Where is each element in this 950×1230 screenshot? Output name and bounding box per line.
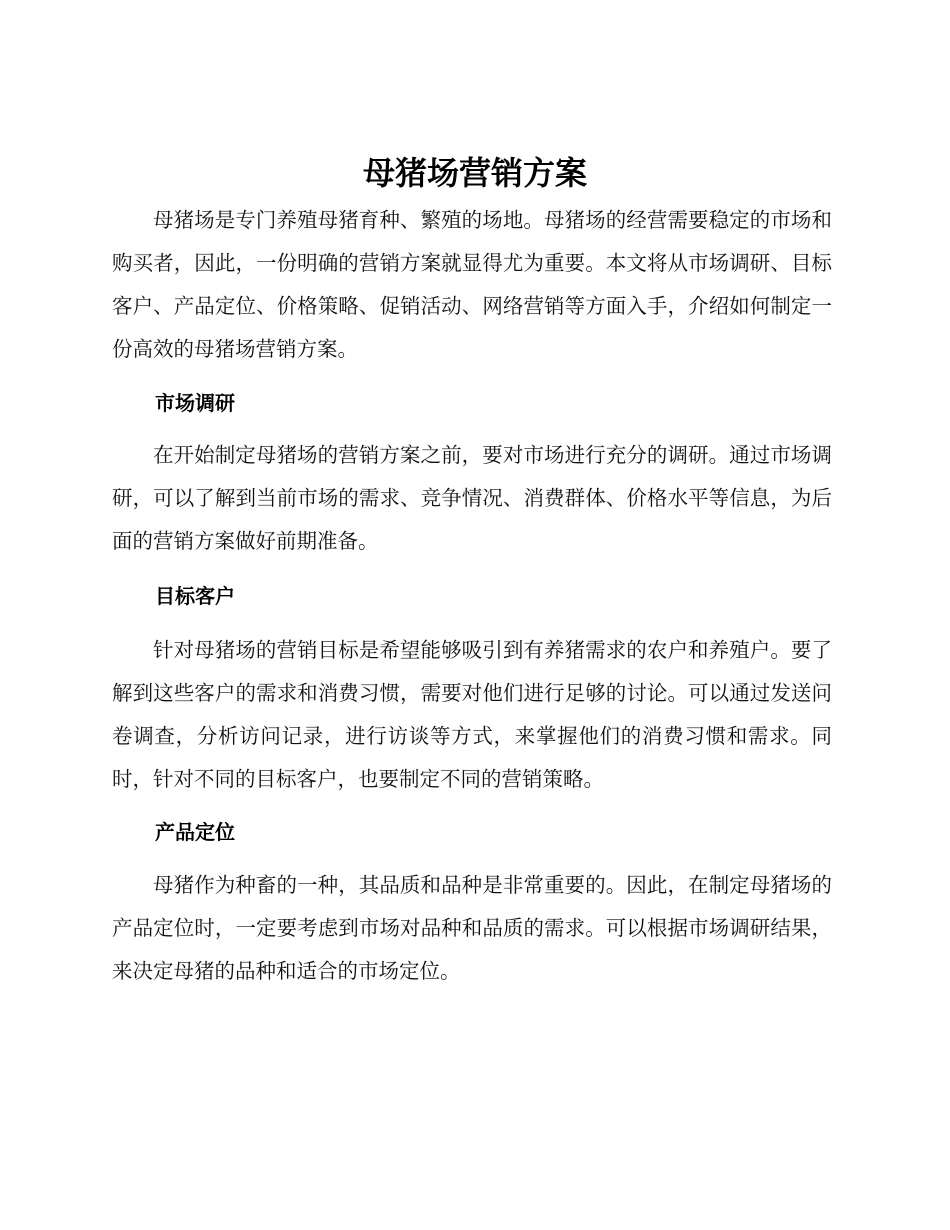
section-body-market-research: 在开始制定母猪场的营销方案之前，要对市场进行充分的调研。通过市场调研，可以了解到当前市场的需求、竞争情况、消费群体、价格水平等信息，为后面的营销方案做好前期准备。 <box>112 443 832 553</box>
section-body-product-positioning: 母猪作为种畜的一种，其品质和品种是非常重要的。因此，在制定母猪场的产品定位时，一定要考虑到市场对品种和品质的需求。可以根据市场调研结果，来决定母猪的品种和适合的市场定位。 <box>112 873 832 983</box>
intro-paragraph: 母猪场是专门养殖母猪育种、繁殖的场地。母猪场的经营需要稳定的市场和购买者，因此，一份明确的营销方案就显得尤为重要。本文将从市场调研、目标客户、产品定位、价格策略、促销活动、网络营销等方面入手，介绍如何制定一份高效的母猪场营销方案。 <box>112 208 832 361</box>
section-heading-product-positioning: 产品定位 <box>155 820 235 844</box>
section-heading-target-customers: 目标客户 <box>155 584 235 608</box>
section-heading-market-research: 市场调研 <box>155 391 235 415</box>
document-title: 母猪场营销方案 <box>362 154 587 192</box>
section-body-target-customers: 针对母猪场的营销目标是希望能够吸引到有养猪需求的农户和养殖户。要了解到这些客户的需求和消费习惯，需要对他们进行足够的讨论。可以通过发送问卷调查，分析访问记录，进行访谈等方式，来掌握他们的消费习惯和需求。同时，针对不同的目标客户，也要制定不同的营销策略。 <box>112 638 832 791</box>
